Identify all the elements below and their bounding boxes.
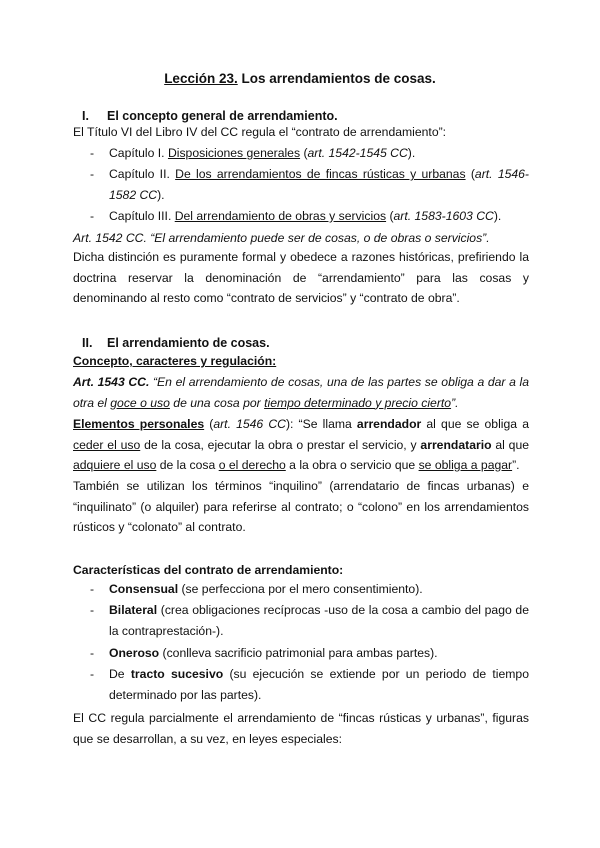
section1-paragraph: Dicha distinción es puramente formal y obedece a razones históricas, prefiriendo la doctrina reservar la denominación de “arrendamiento” para las cosas y denominando al resto como “contrato de servicios” y “contrato de obra”. — [73, 250, 529, 305]
list-item: - Capítulo II. De los arrendamientos de fincas rústicas y urbanas (art. 1546-1582 CC). — [90, 167, 529, 202]
section1-intro: El Título VI del Libro IV del CC regula el “contrato de arrendamiento”: — [73, 125, 447, 139]
article-1542-quote: Art. 1542 CC. “El arrendamiento puede ser de cosas, o de obras o servicios”. — [73, 231, 490, 245]
closing-paragraph: El CC regula parcialmente el arrendamiento de “fincas rústicas y urbanas”, figuras que se desarrollan, a su vez, en leyes especiales: — [73, 711, 529, 746]
list-item: - Consensual (se perfecciona por el mero consentimiento). — [90, 582, 423, 596]
list-item: - Capítulo III. Del arrendamiento de obras y servicios (art. 1583-1603 CC). — [90, 209, 502, 223]
page-title: Lección 23. Los arrendamientos de cosas. — [164, 71, 436, 86]
section-heading-2: II. El arrendamiento de cosas. — [82, 336, 270, 350]
section-heading-1: I. El concepto general de arrendamiento. — [82, 109, 338, 123]
list-item: - De tracto sucesivo (su ejecución se extiende por un periodo de tiempo determinado por las partes). — [90, 667, 529, 702]
list-item: - Oneroso (conlleva sacrificio patrimonial para ambas partes). — [90, 646, 438, 660]
terminos-paragraph: También se utilizan los términos “inquilino” (arrendatario de fincas urbanas) e “inquilinato” (o alquiler) para referirse al contrato; o “colono” en los arrendamientos rústicos y “colonato” al contrato. — [73, 479, 529, 534]
elementos-personales-paragraph: Elementos personales (art. 1546 CC): “Se llama arrendador al que se obliga a ceder el uso de la cosa, ejecutar la obra o prestar el servicio, y arrendatario al que adquiere el uso de la cosa o el derecho a la obra o servicio que se obliga a pagar”. — [73, 417, 529, 472]
article-1543-paragraph: Art. 1543 CC. “En el arrendamiento de cosas, una de las partes se obliga a dar a la otra el goce o uso de una cosa por tiempo determinado y precio cierto”. — [73, 375, 529, 410]
list-item: - Capítulo I. Disposiciones generales (art. 1542-1545 CC). — [90, 146, 416, 160]
subheading-concepto: Concepto, caracteres y regulación: — [73, 354, 277, 368]
list-item: - Bilateral (crea obligaciones recíprocas -uso de la cosa a cambio del pago de la contraprestación-). — [90, 603, 529, 638]
caracteristicas-heading: Características del contrato de arrendamiento: — [73, 563, 344, 577]
